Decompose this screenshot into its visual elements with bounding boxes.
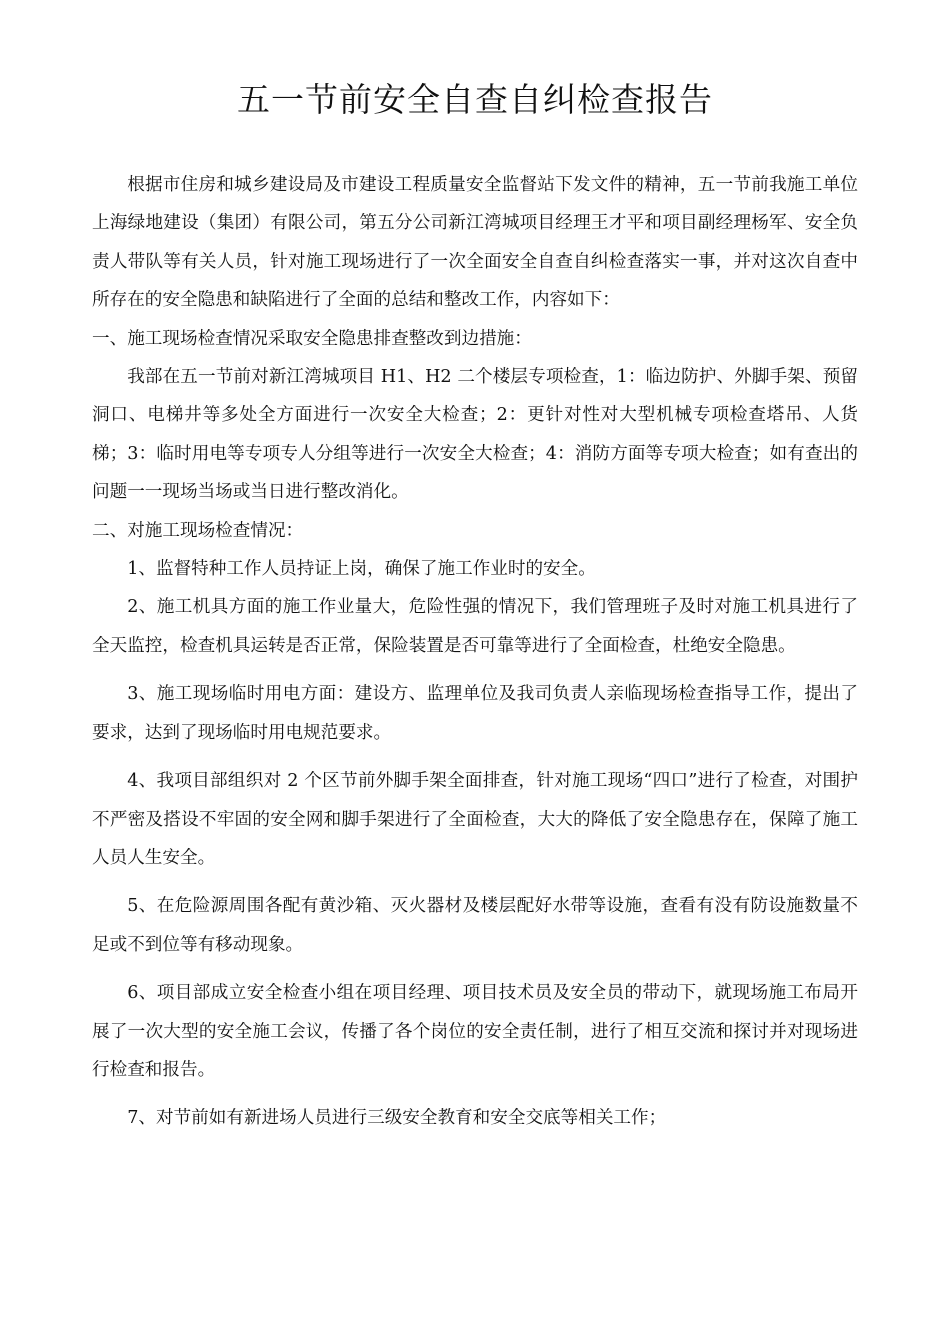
list-item-6: 6、项目部成立安全检查小组在项目经理、项目技术员及安全员的带动下，就现场施工布局开展了一次大型的安全施工会议，传播了各个岗位的安全责任制，进行了相互交流和探讨并对现场进行检查和报告。 <box>92 983 858 1080</box>
section-heading-1: 一、施工现场检查情况采取安全隐患排查整改到边措施： <box>92 328 532 349</box>
list-item-2: 2、施工机具方面的施工作业量大，危险性强的情况下，我们管理班子及时对施工机具进行了全天监控，检查机具运转是否正常，保险装置是否可靠等进行了全面检查，杜绝安全隐患。 <box>92 597 858 656</box>
list-item-4: 4、我项目部组织对 2 个区节前外脚手架全面排查，针对施工现场“四口”进行了检查，对围护不严密及搭设不牢固的安全网和脚手架进行了全面检查，大大的降低了安全隐患存在，保障了施工人员人生安全。 <box>92 771 858 868</box>
list-item-7: 7、对节前如有新进场人员进行三级安全教育和安全交底等相关工作； <box>127 1108 667 1129</box>
section-heading-2: 二、对施工现场检查情况： <box>92 520 304 541</box>
paragraph-inspection-scope: 我部在五一节前对新江湾城项目 H1、H2 二个楼层专项检查，1：临边防护、外脚手架、预留洞口、电梯井等多处全方面进行一次安全大检查；2：更针对性对大型机械专项检查塔吊、人货梯；3：临时用电等专项专人分组等进行一次安全大检查；4：消防方面等专项大检查；如有查出的问题一一现场当场或当日进行整改消化。 <box>92 367 858 503</box>
document-body <box>92 166 858 1138</box>
document-title: 五一节前安全自查自纠检查报告 <box>237 80 713 119</box>
list-item-1: 1、监督特种工作人员持证上岗，确保了施工作业时的安全。 <box>127 559 596 580</box>
list-item-5: 5、在危险源周围各配有黄沙箱、灭火器材及楼层配好水带等设施，查看有没有防设施数量不足或不到位等有移动现象。 <box>92 896 858 955</box>
paragraph-intro: 根据市住房和城乡建设局及市建设工程质量安全监督站下发文件的精神，五一节前我施工单位上海绿地建设（集团）有限公司，第五分公司新江湾城项目经理王才平和项目副经理杨军、安全负责人带队等有关人员，针对施工现场进行了一次全面安全自查自纠检查落实一事，并对这次自查中所存在的安全隐患和缺陷进行了全面的总结和整改工作，内容如下： <box>92 175 858 311</box>
list-item-3: 3、施工现场临时用电方面：建设方、监理单位及我司负责人亲临现场检查指导工作，提出了要求，达到了现场临时用电规范要求。 <box>92 684 858 743</box>
